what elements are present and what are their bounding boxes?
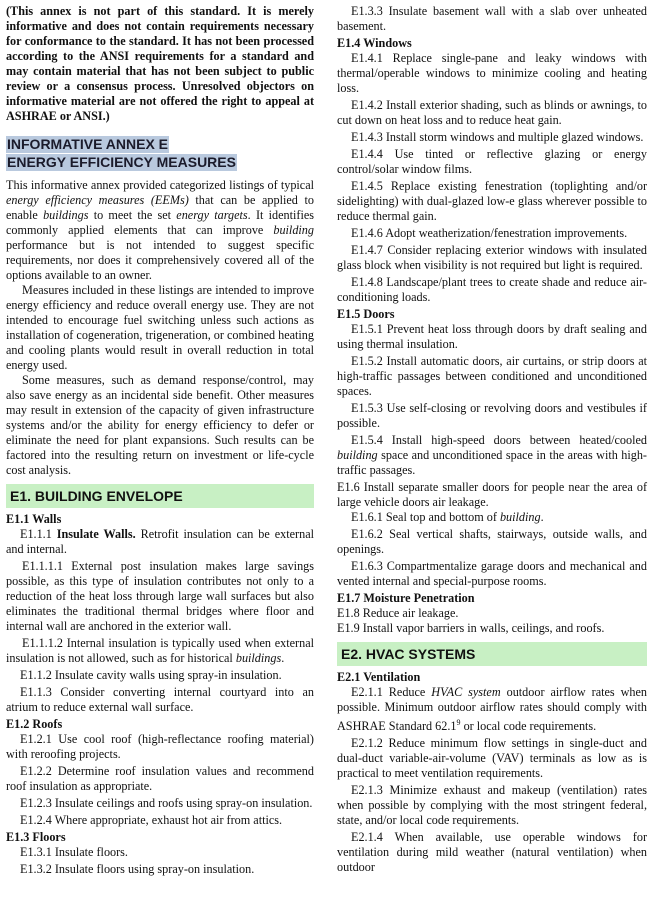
item-e161: E1.6.1 Seal top and bottom of building. bbox=[351, 510, 544, 524]
item-e1111: E1.1.1.1 External post insulation makes large savings possible, as this type of insulation contributes not only to a reduction of the heat loss through large wall surfaces but also eliminates the traditional thermal bridges where floor and internal wall are anchored in the exterior wall. bbox=[6, 559, 314, 633]
right-column bbox=[337, 4, 647, 877]
annex-paragraph-2: Measures included in these listings are intended to improve energy efficiency and reduce overall energy use. They are not intended to encourage fuel switching unless such actions as installation of cogeneration, trigeneration, or combined heating and cooling plants would result in overall reduction in total energy used. bbox=[6, 283, 314, 372]
annex-paragraph-3: Some measures, such as demand response/control, may also save energy as an incidental side benefit. Other measures may result in extension of the capacity of given infrastructure systems and/or the ability for energy efficiency to defer or eliminate the need for plant expansions. Such results can be factored into the resulting return on investment or life-cycle cost analysis. bbox=[6, 373, 314, 477]
item-e144: E1.4.4 Use tinted or reflective glazing or energy control/solar window films. bbox=[337, 147, 647, 176]
item-e19: E1.9 Install vapor barriers in walls, ceilings, and roofs. bbox=[337, 621, 605, 635]
item-e153: E1.5.3 Use self-closing or revolving doors and vestibules if possible. bbox=[337, 401, 647, 430]
item-e214: E2.1.4 When available, use operable windows for ventilation during mild weather (natural ventilation) when outdoor bbox=[337, 830, 647, 875]
item-e151: E1.5.1 Prevent heat loss through doors by draft sealing and using thermal insulation. bbox=[337, 322, 647, 351]
subheading-roofs: E1.2 Roofs bbox=[6, 717, 63, 731]
section-heading-building-envelope: E1. BUILDING ENVELOPE bbox=[6, 484, 314, 508]
annex-title-block bbox=[6, 136, 314, 172]
annex-title-line2: ENERGY EFFICIENCY MEASURES bbox=[7, 154, 236, 170]
item-e145: E1.4.5 Replace existing fenestration (toplighting and/or sidelighting) with dual-glazed low-e glass wherever possible to reduce thermal gain. bbox=[337, 179, 647, 223]
item-e16: E1.6 Install separate smaller doors for people near the area of large vehicle doors air leakage. bbox=[337, 480, 647, 509]
item-e111: E1.1.1 Insulate Walls. Retrofit insulation can be external and internal. bbox=[6, 527, 314, 556]
section-heading-hvac-systems: E2. HVAC SYSTEMS bbox=[337, 642, 647, 666]
item-e163: E1.6.3 Compartmentalize garage doors and mechanical and vented internal and special-purpose rooms. bbox=[337, 559, 647, 588]
item-e147: E1.4.7 Consider replacing exterior windows with insulated glass block when visibility is not required but light is required. bbox=[337, 243, 647, 272]
item-e148: E1.4.8 Landscape/plant trees to create shade and reduce air-conditioning loads. bbox=[337, 275, 647, 304]
item-e121: E1.2.1 Use cool roof (high-reflectance roofing material) with reroofing projects. bbox=[6, 732, 314, 761]
item-e132: E1.3.2 Insulate floors using spray-on insulation. bbox=[20, 862, 255, 876]
left-column bbox=[6, 4, 314, 879]
item-e162: E1.6.2 Seal vertical shafts, stairways, outside walls, and openings. bbox=[337, 527, 647, 556]
item-e18: E1.8 Reduce air leakage. bbox=[337, 606, 459, 620]
subheading-windows: E1.4 Windows bbox=[337, 36, 412, 50]
item-e113: E1.1.3 Consider converting internal courtyard into an atrium to reduce external wall surface. bbox=[6, 685, 314, 714]
subheading-floors: E1.3 Floors bbox=[6, 830, 66, 844]
item-e122: E1.2.2 Determine roof insulation values and recommend roof insulation as appropriate. bbox=[6, 764, 314, 793]
item-e141: E1.4.1 Replace single-pane and leaky windows with thermal/operable windows to minimize cooling and heating loss. bbox=[337, 51, 647, 95]
item-e123: E1.2.3 Insulate ceilings and roofs using spray-on insulation. bbox=[20, 796, 313, 810]
subheading-moisture-penetration: E1.7 Moisture Penetration bbox=[337, 591, 475, 605]
item-e112: E1.1.2 Insulate cavity walls using spray-in insulation. bbox=[20, 668, 282, 682]
item-e154: E1.5.4 Install high-speed doors between heated/cooled building space and unconditioned space in the areas with high-traffic passages. bbox=[337, 433, 647, 477]
item-e212: E2.1.2 Reduce minimum flow settings in single-duct and dual-duct variable-air-volume (VAV) terminals as low as is practical to meet ventilation requirements. bbox=[337, 736, 647, 781]
subheading-ventilation: E2.1 Ventilation bbox=[337, 670, 421, 684]
informative-notice: (This annex is not part of this standard. It is merely informative and does not contain requirements necessary for conformance to the standard. It has not been processed according to the ANSI requirements for a standard and may contain material that has not been subject to public review or a consensus process. Unresolved objectors on informative material are not offered the right to appeal at ASHRAE or ANSI.) bbox=[6, 4, 314, 123]
item-e1112: E1.1.1.2 Internal insulation is typically used when external insulation is not allowed, such as for historical buildings. bbox=[6, 636, 314, 665]
annex-intro-paragraph: This informative annex provided categorized listings of typical energy efficiency measures (EEMs) that can be applied to enable buildings to meet the set energy targets. It identifies commonly applied elements that can improve building performance but is not intended to suggest specific requirements, nor does it comprehensively covered all of the options available to an owner. bbox=[6, 178, 315, 282]
subheading-walls: E1.1 Walls bbox=[6, 512, 62, 526]
item-e143: E1.4.3 Install storm windows and multiple glazed windows. bbox=[351, 130, 644, 144]
item-e133: E1.3.3 Insulate basement wall with a slab over unheated basement. bbox=[337, 4, 647, 33]
item-e146: E1.4.6 Adopt weatherization/fenestration improvements. bbox=[351, 226, 628, 240]
item-e142: E1.4.2 Install exterior shading, such as blinds or awnings, to cut down on heat loss and to reduce heat gain. bbox=[337, 98, 647, 127]
item-e213: E2.1.3 Minimize exhaust and makeup (ventilation) rates when possible by complying with the most stringent federal, state, and/or local code requirements. bbox=[337, 783, 647, 828]
item-e124: E1.2.4 Where appropriate, exhaust hot air from attics. bbox=[20, 813, 283, 827]
subheading-doors: E1.5 Doors bbox=[337, 307, 395, 321]
annex-title-line1: INFORMATIVE ANNEX E bbox=[7, 136, 169, 152]
item-e211: E2.1.1 Reduce HVAC system outdoor airflow rates when possible. Minimum outdoor airflow rates should comply with ASHRAE Standard 62.1$^9$ or local code requirements. bbox=[337, 685, 647, 734]
item-e152: E1.5.2 Install automatic doors, air curtains, or strip doors at high-traffic passages between conditioned and unconditioned spaces. bbox=[337, 354, 647, 398]
item-e131: E1.3.1 Insulate floors. bbox=[20, 845, 128, 859]
